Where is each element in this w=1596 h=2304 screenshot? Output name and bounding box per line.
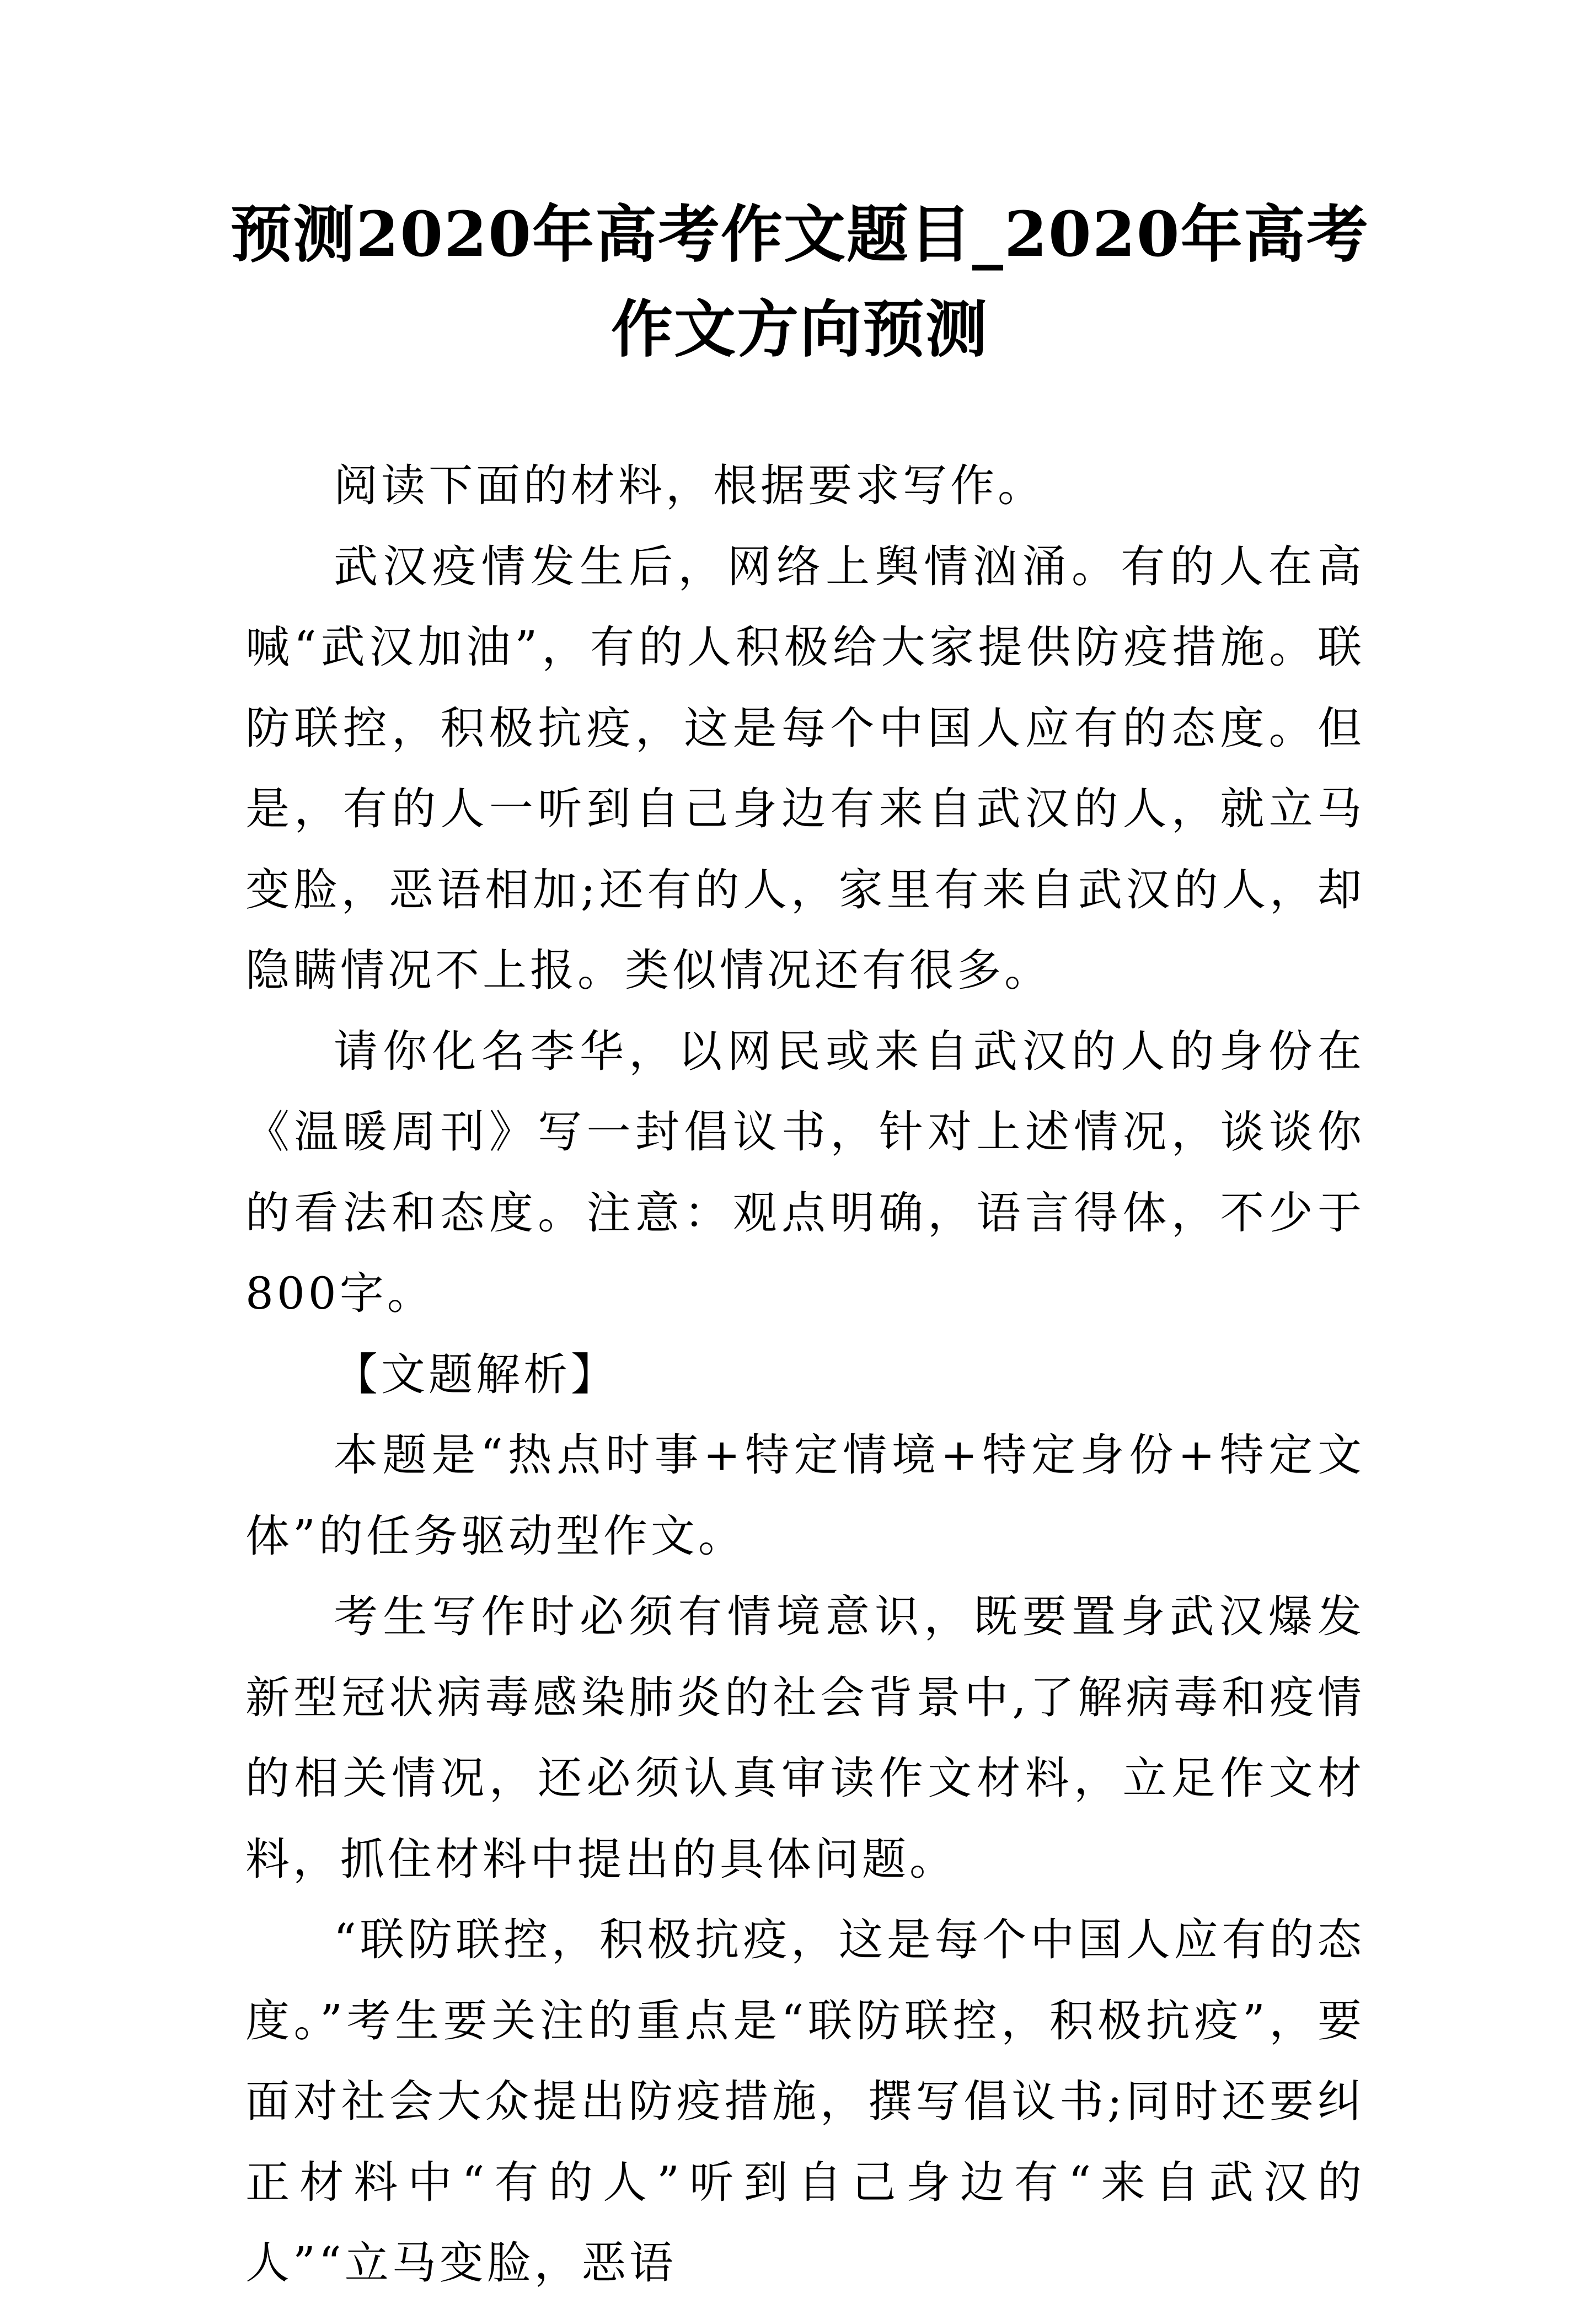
paragraph-instruction: 阅读下面的材料，根据要求写作。 <box>334 460 1045 511</box>
paragraph-material: 武汉疫情发生后，网络上舆情汹涌。有的人在高喊“武汉加油”，有的人积极给大家提供防疫措施。联防联控，积极抗疫，这是每个中国人应有的态度。但是，有的人一听到自己身边有来自武汉的人，就立马变脸，恶语相加;还有的人，家里有来自武汉的人，却隐瞒情况不上报。类似情况还有很多。 <box>245 540 1365 996</box>
paragraph-analysis-1: 本题是“热点时事+特定情境+特定身份+特定文体”的任务驱动型作文。 <box>245 1429 1365 1562</box>
paragraph-task: 请你化名李华，以网民或来自武汉的人的身份在《温暖周刊》写一封倡议书，针对上述情况，谈谈你的看法和态度。注意：观点明确，语言得体，不少于800字。 <box>245 1025 1365 1319</box>
paragraph-analysis-3: “联防联控，积极抗疫，这是每个中国人应有的态度。”考生要关注的重点是“联防联控，积极抗疫”，要面对社会大众提出防疫措施，撰写倡议书;同时还要纠正材料中“有的人”听到自己身边有“来自武汉的人”“立马变脸，恶语 <box>245 1914 1365 2289</box>
paragraph-analysis-2: 考生写作时必须有情境意识，既要置身武汉爆发新型冠状病毒感染肺炎的社会背景中,了解病毒和疫情的相关情况，还必须认真审读作文材料，立足作文材料，抓住材料中提出的具体问题。 <box>245 1591 1365 1885</box>
paragraph-analysis-heading: 【文题解析】 <box>334 1348 618 1400</box>
document-body <box>245 446 1365 2304</box>
document-title: 预测2020年高考作文题目_2020年高考作文方向预测 <box>230 199 1369 366</box>
